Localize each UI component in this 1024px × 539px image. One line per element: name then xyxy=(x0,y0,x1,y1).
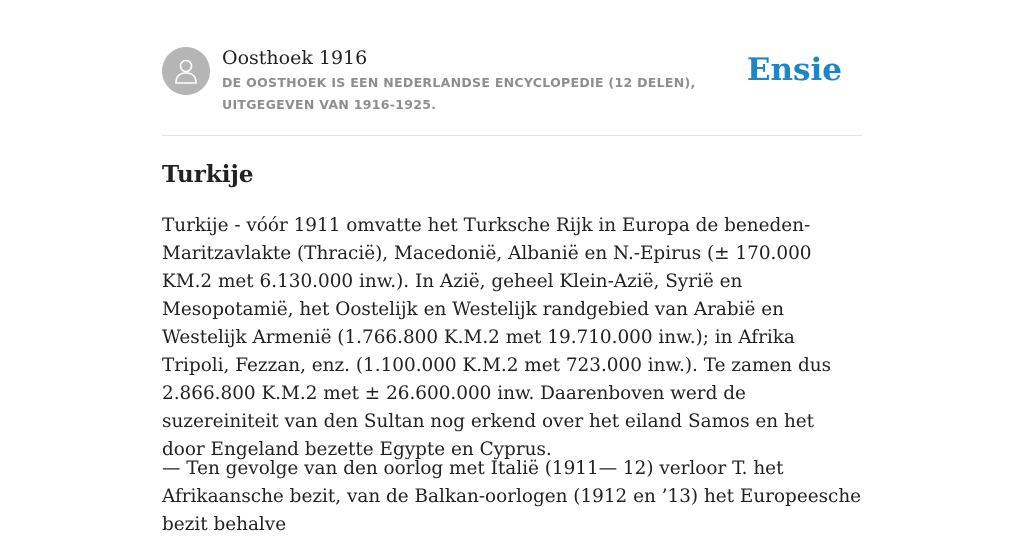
article-paragraph: Turkije - vóór 1911 omvatte het Turksche Rijk in Europa de beneden-Maritzavlakte (Thracië), Macedonië, Albanië en N.-Epirus (± 170.000 KM.2 met 6.130.000 inw.). In Azië, geheel Klein-Azië, Syrië en Mesopotamië, het Oostelijk en Westelijk randgebied van Arabië en Westelijk Armenië (1.766.800 K.M.2 met 19.710.000 inw.); in Afrika Tripoli, Fezzan, enz. (1.100.000 K.M.2 met 723.000 inw.). Te zamen dus 2.866.800 K.M.2 met ± 26.600.000 inw. Daarenboven werd de suzereiniteit van den Sultan nog erkend over het eiland Samos en het door Engeland bezette Egypte en Cyprus. xyxy=(162,215,832,460)
source-header xyxy=(162,0,862,136)
brand-logo[interactable]: Ensie xyxy=(746,52,842,88)
user-avatar-icon[interactable] xyxy=(162,47,210,95)
page-container xyxy=(162,0,862,535)
source-description: DE OOSTHOEK IS EEN NEDERLANDSE ENCYCLOPEDIE (12 DELEN), UITGEGEVEN VAN 1916-1925. xyxy=(222,75,696,112)
source-title[interactable]: Oosthoek 1916 xyxy=(222,47,368,69)
person-icon xyxy=(171,56,201,86)
article-title: Turkije xyxy=(162,161,254,188)
article-paragraph: — Ten gevolge van den oorlog met Italië (1911— 12) verloor T. het Afrikaansche bezit, van de Balkan-oorlogen (1912 en ’13) het Europeesche bezit behalve xyxy=(162,458,862,535)
